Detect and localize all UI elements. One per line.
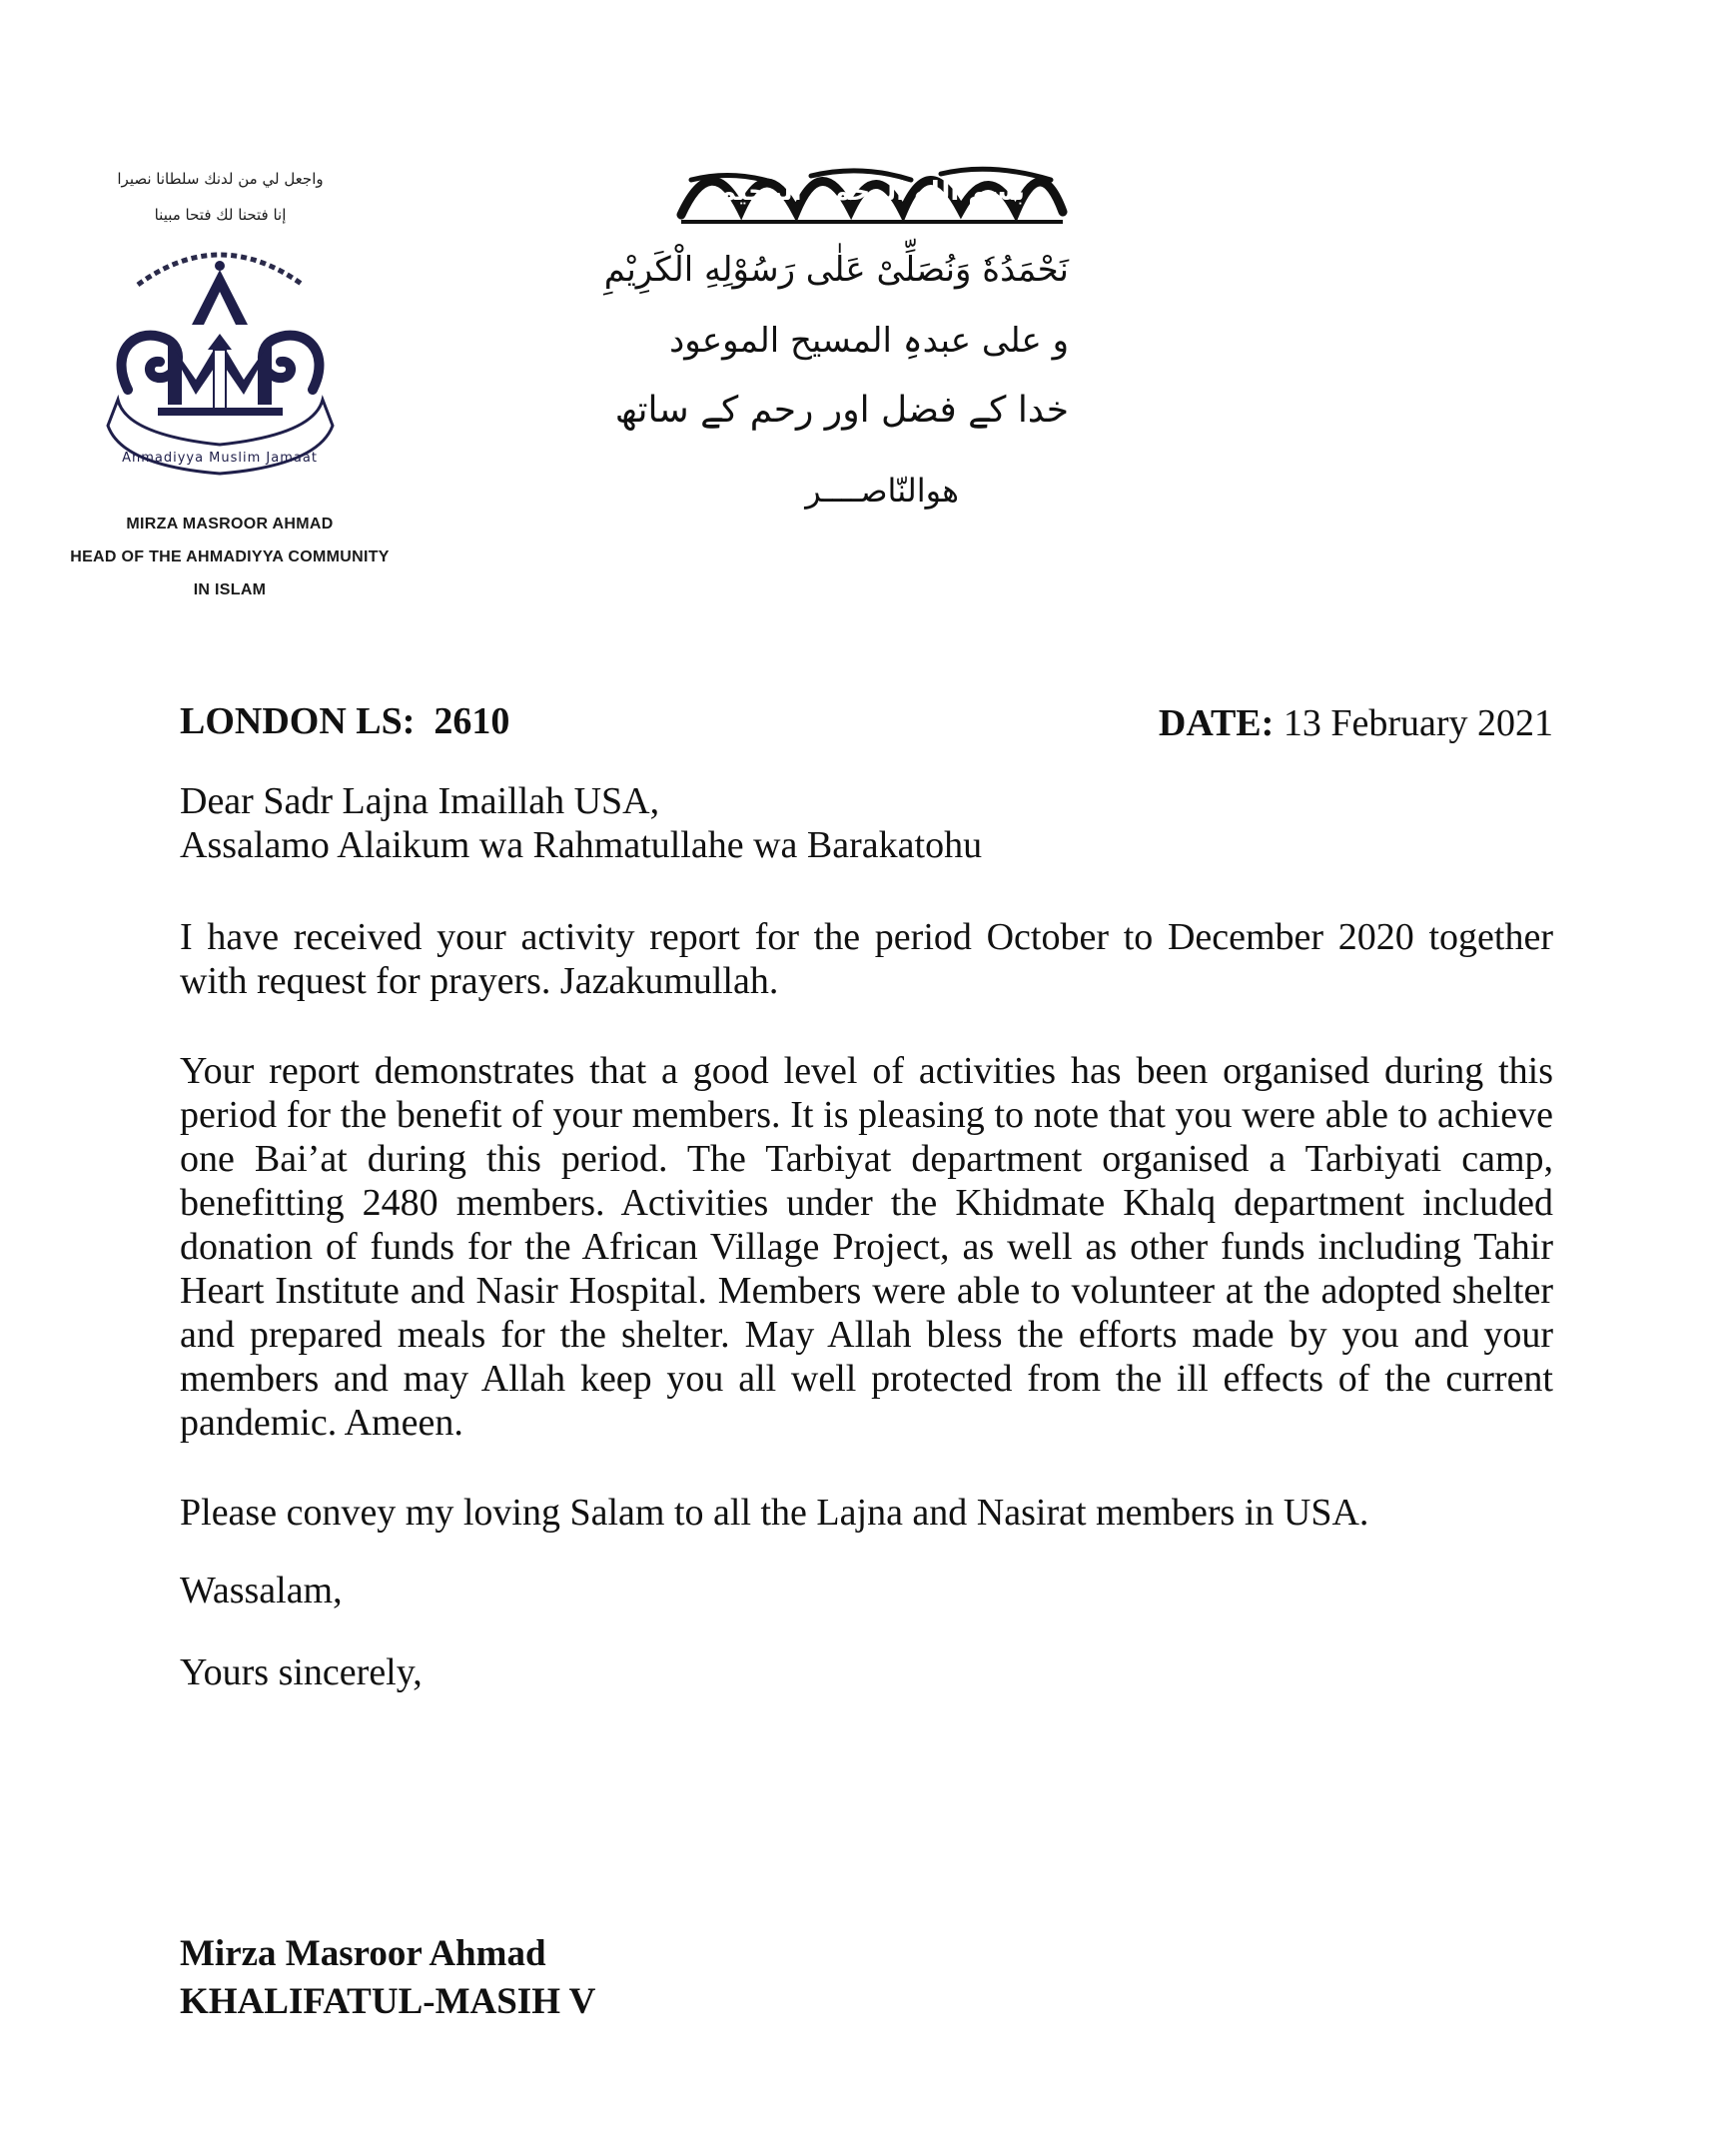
reference-value: 2610	[434, 700, 510, 742]
emblem-ring-text: Ahmadiyya Muslim Jamaat	[122, 451, 318, 466]
reference-number	[180, 699, 509, 743]
emblem-arabic-verse-1: واجعل لي من لدنك سلطانا نصيرا	[117, 170, 324, 188]
salutation	[180, 779, 1553, 867]
sender-title-continued: IN ISLAM	[193, 581, 267, 598]
date-value: 13 February 2021	[1283, 702, 1553, 744]
minaret-emblem-icon	[98, 230, 343, 480]
yours-sincerely: Yours sincerely,	[180, 1651, 423, 1693]
signature-block	[180, 1930, 595, 2026]
emblem-arabic-verse-2: إنا فتحنا لك فتحا مبينا	[154, 206, 287, 224]
reference-row	[180, 699, 1553, 749]
invocation-line: نَحْمَدُهٗ وَنُصَلِّیْ عَلٰی رَسُوْلِهِ الْکَرِیْمِ	[603, 250, 1069, 290]
signatory-name: Mirza Masroor Ahmad	[180, 1933, 546, 1974]
paragraph: Please convey my loving Salam to all the Lajna and Nasirat members in USA.	[180, 1492, 1369, 1534]
invocation-line: خدا کے فضل اور رحم کے ساتھ	[614, 390, 1069, 431]
community-emblem	[98, 170, 343, 480]
sender-title: HEAD OF THE AHMADIYYA COMMUNITY	[70, 548, 390, 565]
paragraph: Your report demonstrates that a good level of activities has been organised during this period for the benefit of your members. It is pleasing to note that you were able to achieve one Bai’at during this period. The Tarbiyat department organised a Tarbiyati camp, benefitting 2480 members. Activities under the Khidmate Khalq department included donation of funds for the African Village Project, as well as other funds including Tahir Heart Institute and Nasir Hospital. Members were able to volunteer at the adopted shelter and prepared meals for the shelter. May Allah bless the efforts made by you and your members and may Allah keep you all well protected from the ill effects of the current pandemic. Ameen.	[180, 1050, 1553, 1444]
signatory-title: KHALIFATUL-MASIH V	[180, 1981, 596, 2022]
sender-name: MIRZA MASROOR AHMAD	[126, 516, 334, 533]
paragraph: I have received your activity report for the period October to December 2020 together with request for prayers. Jazakumullah.	[180, 916, 1553, 1002]
letter-body	[180, 779, 1553, 1694]
closing: Wassalam,	[180, 1570, 343, 1611]
letter-date	[1159, 701, 1553, 745]
bismillah-calligraphy	[671, 140, 1071, 230]
salam: Assalamo Alaikum wa Rahmatullahe wa Barakatohu	[180, 824, 983, 866]
greeting: Dear Sadr Lajna Imaillah USA,	[180, 780, 660, 822]
reference-label: LONDON LS:	[180, 700, 416, 742]
sender-block	[30, 508, 430, 606]
invocation-line: و علی عبدہِ المسیح الموعود	[669, 321, 1069, 361]
invocation-block	[603, 250, 1069, 510]
invocation-line: ھوالنّاصــــر	[805, 472, 959, 510]
date-label: DATE:	[1158, 702, 1275, 744]
bismillah-text: بسم الله الرحمن الرحيم	[717, 177, 1025, 207]
